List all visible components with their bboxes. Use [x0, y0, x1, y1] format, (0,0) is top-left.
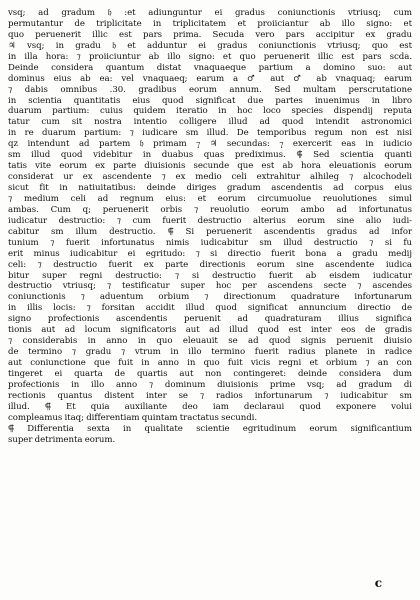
text-line: dominus eius ab ea: vel vnaquaeq; earum a ♂ aut ♂ ab vnaquaq; earum: [8, 73, 412, 84]
text-line: in illis locis: ⁊ forsitan accidit illud quod significat annuncium directio de: [8, 303, 412, 314]
text-line: tingeret ei quarta de quartis aut non contingeret: deinde considera dum: [8, 368, 412, 379]
text-line: in illa hora: ⁊ proiiciuntur ab illo signo: et quo peruenerit illic est pars scda.: [8, 51, 412, 62]
catchword: c: [374, 576, 382, 590]
text-line: cabitur sm illum destructio. ⸿ Si peruenerit ascendentis gradus ad infor: [8, 226, 412, 237]
text-line: sm illud quod videbitur in duabus quas prediximus. ⸿ Sed scientia quanti: [8, 150, 412, 161]
text-line: ambas. Cum q; peruenerit orbis ⁊ reuolutio eorum ambo ad infortunatus: [8, 204, 412, 215]
text-line: Deinde considera quantum distat vnaquaeque partium a domino suo: aut: [8, 62, 412, 73]
text-line: considerat ur ex ascendente ⁊ ex medio celi extrahitur alhileg ⁊ alcochodeli: [8, 172, 412, 183]
text-line: destructio vtriusq; ⁊ testificatur super hoc per ascendens secte ⁊ ascendes: [8, 281, 412, 292]
text-line: ♃ vsq; in gradu 𝔥 et adduntur ei gradus coniunctionis vtriusq; quo est: [8, 40, 412, 51]
text-line: tionis aut ad locum significatoris aut ad illud quod est inter eos de gradis: [8, 325, 412, 336]
text-line: ⁊ considerabis in anno in quo eleuauit se ad quod signis peruenit diuisio: [8, 336, 412, 347]
text-line: profectionis in illo anno ⁊ dominum diuisionis prime vsq; ad gradum di: [8, 379, 412, 390]
text-line: quo peruenerit illic est pars prima. Secuda vero pars accipitur ex gradu: [8, 29, 412, 40]
text-line: tatur cum sit nostra intentio colligere illud ad quod intendit astronomici: [8, 117, 412, 128]
text-line: ⁊ dabis omnibus .30. gradibus eorum annum. Sed multam perscrutatione: [8, 84, 412, 95]
text-line: rectionis quantus distent inter se ⁊ radios infortunarum ⁊ iudicabitur sm: [8, 390, 412, 401]
text-line: coniunctionis ⁊ aduentum orbium ⁊ directionum quadrature infortunarum: [8, 292, 412, 303]
text-line: iudicatur destructio: ⁊ cum fuerit destructio alterius eorum sine alio iudi-: [8, 215, 412, 226]
text-line: in re duarum partium: ⁊ iudicare sm illud. De temporibus regum non est nisi: [8, 128, 412, 139]
text-line: signo profectionis ascendentis peruenit ad quadraturam illius significa: [8, 314, 412, 325]
text-line: tatis vite eorum ex parte diuisionis secunde que est ab hora eleuationis eorum: [8, 161, 412, 172]
text-line: compleamus itaq; differentiam quintam tractatus secundi.: [8, 412, 258, 423]
text-line: duarum partium: cuius quidem iteratio in hoc loco species dispendij reputa: [8, 106, 412, 117]
text-line: tunium ⁊ fuerit infortunatus nimis iudicabitur sm illud destructio ⁊ si fu: [8, 237, 412, 248]
text-line: vsq; ad gradum 𝔥 :et adiunguntur ei gradus coniunctionis vtriusq; cum: [8, 8, 412, 18]
text-line: illud. ⸿ Et quia auxiliante deo iam declaraui quod exponere volui: [8, 401, 412, 412]
body-text: [8, 8, 412, 446]
text-line: in scientia quantitatis eius quod significat due partes inuenimus in libro: [8, 95, 412, 106]
text-line: sicut fit in natiuitatibus: deinde diriges gradum ascendentis ad corpus eius: [8, 183, 412, 193]
text-line: de termino ⁊ gradu ⁊ vtrum in illo termino fuerit radius planete in radice: [8, 347, 412, 358]
text-line: erit minus iudicabitur ei egritudo: ⁊ si directio fuerit bona a gradu medij: [8, 248, 412, 259]
text-line: bitur super regni destructio: ⁊ si destructio fuerit ab eisdem iudicatur: [8, 270, 412, 281]
section-heading-line: super detrimenta eorum.: [8, 434, 116, 445]
text-line: aut coniunctione que fuit in anno in quo fuit vicis regni et orbium ⁊ an con: [8, 358, 412, 368]
text-line: permutantur de triplicitate in triplicitatem et proiiciantur ab illo signo: et: [8, 18, 412, 29]
text-line: qz intendunt ad partem 𝔥 primam ⁊ ♃ secundas: ⁊ exercerit eas in iudicio: [8, 139, 412, 150]
text-line: ⁊ medium celi ad regnum eius: et eorum circumuolue reuolutiones simul: [8, 193, 412, 204]
text-line: celi: ⁊ destructio fuerit ex parte directionis eorum sine ascendente iudica: [8, 259, 412, 270]
section-heading-line: ⸿ Differentia sexta in qualitate scientie egritudinum eorum significantium: [8, 423, 412, 434]
